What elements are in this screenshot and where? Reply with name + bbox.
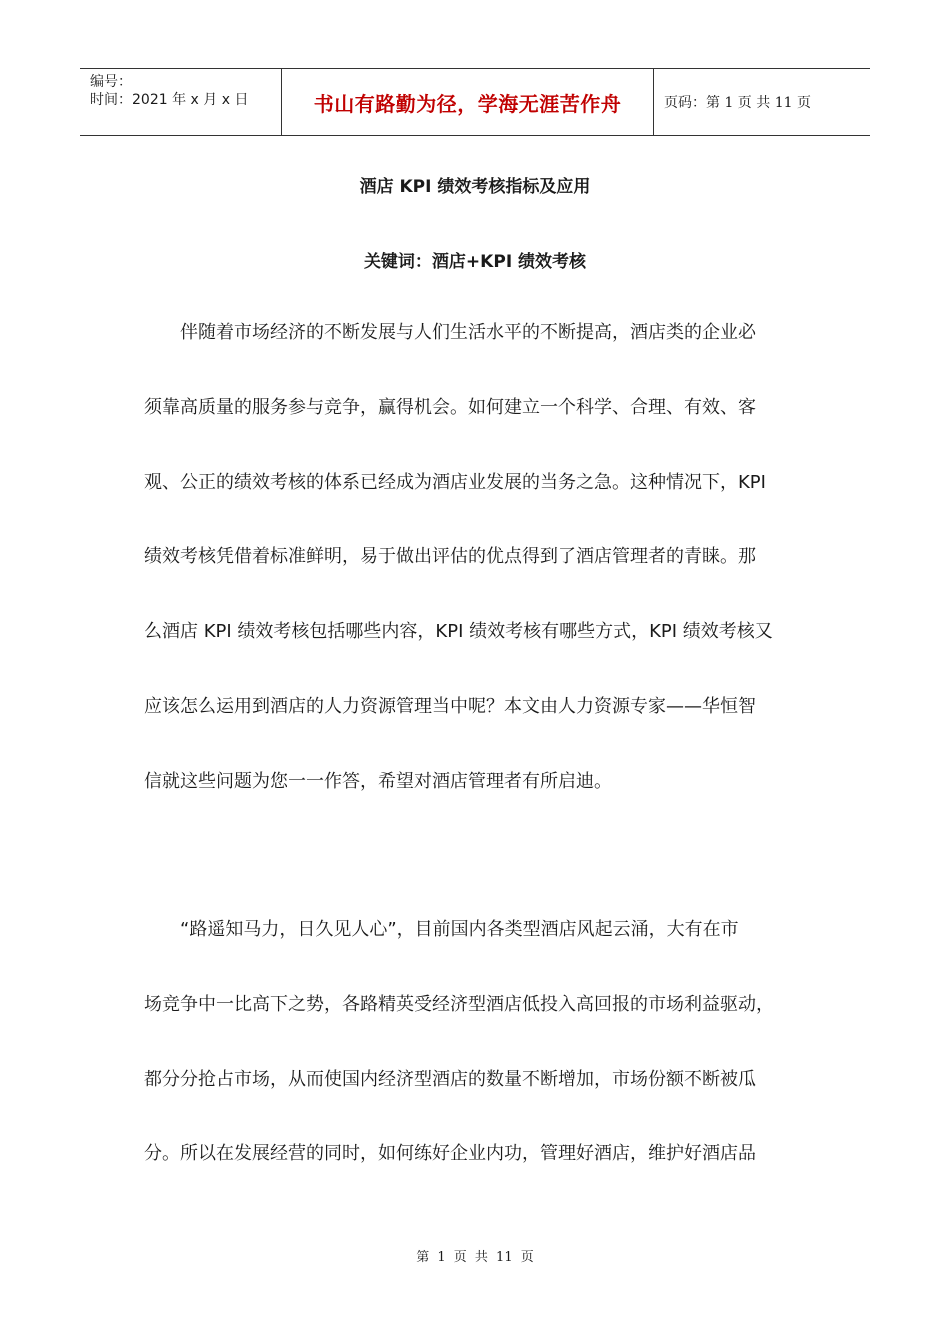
paragraph-line: 须靠高质量的服务参与竞争，赢得机会。如何建立一个科学、合理、有效、客 (144, 396, 756, 418)
page-footer: 第 1 页 共 11 页 (416, 1250, 534, 1265)
paragraph-line: 都分分抢占市场，从而使国内经济型酒店的数量不断增加，市场份额不断被瓜 (144, 1068, 756, 1090)
paragraph-line: 分。所以在发展经营的同时，如何练好企业内功，管理好酒店，维护好酒店品 (144, 1143, 756, 1165)
document-title: 酒店 KPI 绩效考核指标及应用 (359, 177, 591, 197)
paragraph-line: 应该怎么运用到酒店的人力资源管理当中呢？本文由人力资源专家——华恒智 (144, 695, 756, 717)
document-header (80, 68, 870, 136)
document-keywords: 关键词：酒店+KPI 绩效考核 (363, 252, 587, 272)
paragraph-line: 场竞争中一比高下之势，各路精英受经济型酒店低投入高回报的市场利益驱动， (144, 993, 774, 1015)
header-motto: 书山有路勤为径，学海无涯苦作舟 (281, 69, 654, 135)
paragraph-line: 么酒店 KPI 绩效考核包括哪些内容，KPI 绩效考核有哪些方式，KPI 绩效考核又 (144, 621, 773, 643)
paragraph-line: 伴随着市场经济的不断发展与人们生活水平的不断提高，酒店类的企业必 (144, 322, 756, 343)
header-meta-cell (80, 69, 281, 135)
document-number-label: 编号： (90, 74, 132, 90)
paragraph-line: 观、公正的绩效考核的体系已经成为酒店业发展的当务之急。这种情况下，KPI (144, 471, 766, 493)
paragraph-line: 绩效考核凭借着标准鲜明，易于做出评估的优点得到了酒店管理者的青睐。那 (144, 546, 756, 568)
paragraph-line: “路遥知马力，日久见人心”，目前国内各类型酒店风起云涌，大有在市 (144, 919, 739, 940)
paragraph-1 (144, 296, 808, 820)
header-page-code: 页码：第 1 页 共 11 页 (664, 95, 811, 111)
paragraph-line: 信就这些问题为您一一作答，希望对酒店管理者有所启迪。 (144, 770, 612, 792)
paragraph-2 (144, 893, 808, 1192)
document-date: 时间：2021 年 x 月 x 日 (90, 92, 249, 108)
